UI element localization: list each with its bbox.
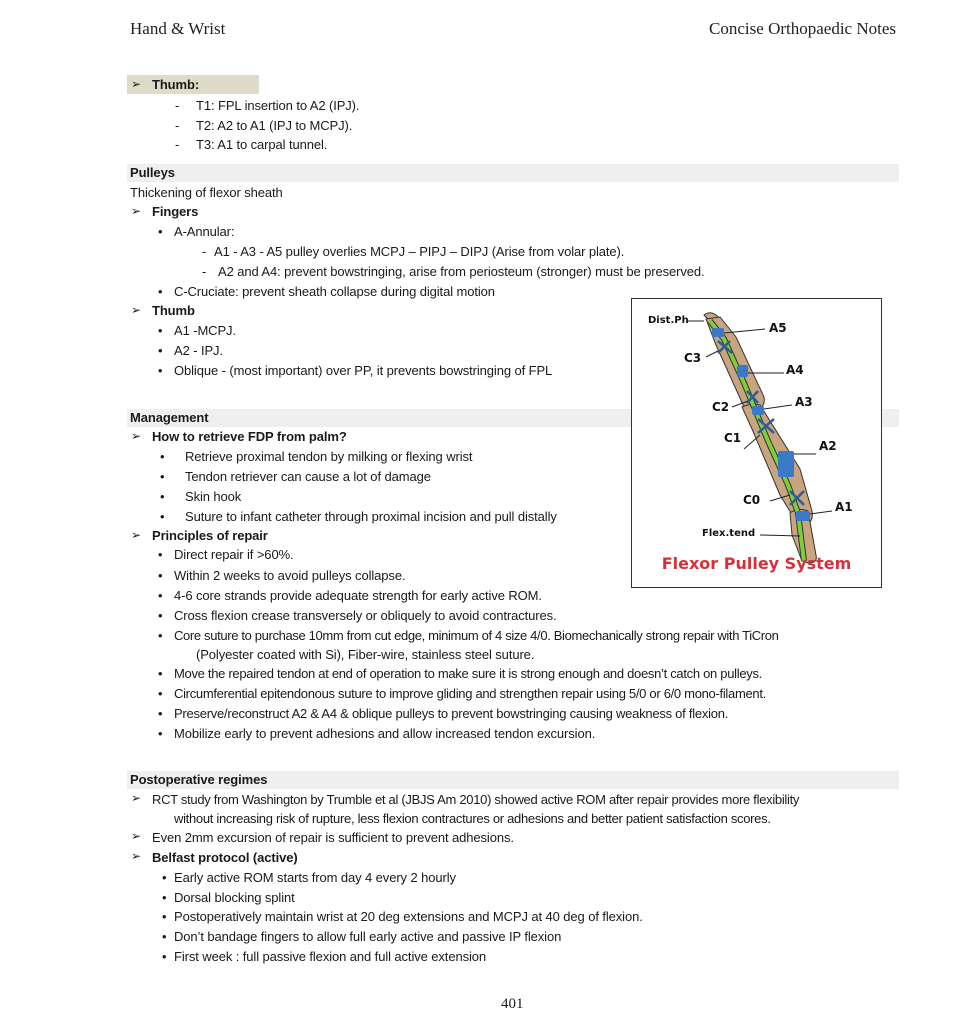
round-bullet: • bbox=[158, 686, 163, 701]
round-bullet: • bbox=[158, 608, 163, 623]
round-bullet: • bbox=[162, 929, 167, 944]
label-a3: A3 bbox=[795, 395, 813, 409]
round-bullet: • bbox=[158, 547, 163, 562]
thumb-zone-t3: T3: A1 to carpal tunnel. bbox=[196, 137, 328, 152]
finger-diagram-illustration bbox=[632, 299, 881, 587]
principles-heading: Principles of repair bbox=[152, 528, 268, 543]
thumb-pulleys-heading: Thumb bbox=[152, 303, 195, 318]
belfast-item: Dorsal blocking splint bbox=[174, 890, 295, 905]
label-a1: A1 bbox=[835, 500, 853, 514]
round-bullet: • bbox=[160, 489, 165, 504]
retrieve-fdp-heading: How to retrieve FDP from palm? bbox=[152, 429, 347, 444]
label-c3: C3 bbox=[684, 351, 702, 365]
round-bullet: • bbox=[158, 666, 163, 681]
dash-bullet: - bbox=[202, 264, 207, 279]
excursion-note: Even 2mm excursion of repair is sufficient to prevent adhesions. bbox=[152, 830, 514, 845]
principle-item-continuation: (Polyester coated with Si), Fiber-wire, stainless steel suture. bbox=[196, 647, 535, 662]
arrow-bullet-icon: ➢ bbox=[131, 429, 142, 443]
annular-item-1: A1 - A3 - A5 pulley overlies MCPJ – PIPJ – DIPJ (Arise from volar plate). bbox=[214, 244, 625, 259]
label-a5: A5 bbox=[769, 321, 787, 335]
belfast-item: Early active ROM starts from day 4 every 2 hourly bbox=[174, 870, 456, 885]
retrieve-item: Retrieve proximal tendon by milking or flexing wrist bbox=[185, 449, 473, 464]
dash-bullet: - bbox=[175, 98, 180, 113]
belfast-item: Postoperatively maintain wrist at 20 deg extensions and MCPJ at 40 deg of flexion. bbox=[174, 909, 643, 924]
fingers-heading: Fingers bbox=[152, 204, 199, 219]
principle-item: Direct repair if >60%. bbox=[174, 547, 294, 562]
arrow-bullet-icon: ➢ bbox=[131, 791, 142, 805]
annular-label: A-Annular: bbox=[174, 224, 235, 239]
round-bullet: • bbox=[158, 628, 163, 643]
label-distal-phalanx: Dist.Ph bbox=[648, 315, 689, 326]
round-bullet: • bbox=[162, 870, 167, 885]
thumb-zones-heading: Thumb: bbox=[152, 77, 200, 92]
round-bullet: • bbox=[158, 706, 163, 721]
retrieve-item: Tendon retriever can cause a lot of damage bbox=[185, 469, 431, 484]
dash-bullet: - bbox=[175, 118, 180, 133]
page-number: 401 bbox=[501, 996, 524, 1012]
round-bullet: • bbox=[162, 890, 167, 905]
principle-item: Move the repaired tendon at end of operation to make sure it is strong enough and doesn’t catch on pulleys. bbox=[174, 666, 762, 681]
round-bullet: • bbox=[158, 588, 163, 603]
figure-caption: Flexor Pulley System bbox=[661, 554, 852, 573]
principle-item: Core suture to purchase 10mm from cut edge, minimum of 4 size 4/0. Biomechanically strong repair with TiCron bbox=[174, 628, 779, 643]
flexor-pulley-figure bbox=[631, 298, 882, 588]
label-a2: A2 bbox=[819, 439, 837, 453]
pulleys-intro: Thickening of flexor sheath bbox=[130, 185, 283, 200]
round-bullet: • bbox=[162, 909, 167, 924]
principle-item: Mobilize early to prevent adhesions and allow increased tendon excursion. bbox=[174, 726, 596, 741]
round-bullet: • bbox=[160, 509, 165, 524]
arrow-bullet-icon: ➢ bbox=[131, 829, 142, 843]
section-heading-management: Management bbox=[130, 410, 209, 425]
running-header-chapter: Hand & Wrist bbox=[130, 19, 226, 38]
arrow-bullet-icon: ➢ bbox=[131, 528, 142, 542]
annular-item-2: A2 and A4: prevent bowstringing, arise from periosteum (stronger) must be preserved. bbox=[218, 264, 705, 279]
retrieve-item: Skin hook bbox=[185, 489, 242, 504]
round-bullet: • bbox=[158, 284, 163, 299]
round-bullet: • bbox=[158, 343, 163, 358]
arrow-bullet-icon: ➢ bbox=[131, 303, 142, 317]
round-bullet: • bbox=[162, 949, 167, 964]
thumb-zone-t2: T2: A2 to A1 (IPJ to MCPJ). bbox=[196, 118, 353, 133]
cruciate-item: C-Cruciate: prevent sheath collapse during digital motion bbox=[174, 284, 495, 299]
belfast-item: First week : full passive flexion and full active extension bbox=[174, 949, 487, 964]
dash-bullet: - bbox=[202, 244, 207, 259]
arrow-bullet-icon: ➢ bbox=[131, 77, 142, 91]
principle-item: Circumferential epitendonous suture to improve gliding and strengthen repair using 5/0 or 6/0 mono-filament. bbox=[174, 686, 766, 701]
round-bullet: • bbox=[158, 363, 163, 378]
round-bullet: • bbox=[160, 469, 165, 484]
arrow-bullet-icon: ➢ bbox=[131, 849, 142, 863]
label-a4: A4 bbox=[786, 363, 804, 377]
rct-study-line-1: RCT study from Washington by Trumble et al (JBJS Am 2010) showed active ROM after repair provides more flexibility bbox=[152, 792, 800, 807]
dash-bullet: - bbox=[175, 137, 180, 152]
round-bullet: • bbox=[158, 568, 163, 583]
principle-item: Within 2 weeks to avoid pulleys collapse. bbox=[174, 568, 406, 583]
section-heading-pulleys: Pulleys bbox=[130, 165, 175, 180]
rct-study-line-2: without increasing risk of rupture, less flexion contractures or adhesions and better patient satisfaction scores. bbox=[174, 811, 771, 826]
round-bullet: • bbox=[158, 323, 163, 338]
round-bullet: • bbox=[158, 726, 163, 741]
thumb-pulley-oblique: Oblique - (most important) over PP, it prevents bowstringing of FPL bbox=[174, 363, 553, 378]
principle-item: 4-6 core strands provide adequate strength for early active ROM. bbox=[174, 588, 542, 603]
label-c2: C2 bbox=[712, 400, 730, 414]
section-heading-postop: Postoperative regimes bbox=[130, 772, 268, 787]
round-bullet: • bbox=[158, 224, 163, 239]
belfast-item: Don’t bandage fingers to allow full early active and passive IP flexion bbox=[174, 929, 562, 944]
label-c0: C0 bbox=[743, 493, 761, 507]
arrow-bullet-icon: ➢ bbox=[131, 204, 142, 218]
thumb-zone-t1: T1: FPL insertion to A2 (IPJ). bbox=[196, 98, 360, 113]
running-header-book-title: Concise Orthopaedic Notes bbox=[709, 19, 896, 38]
round-bullet: • bbox=[160, 449, 165, 464]
principle-item: Cross flexion crease transversely or obliquely to avoid contractures. bbox=[174, 608, 557, 623]
thumb-pulley-a1: A1 -MCPJ. bbox=[174, 323, 236, 338]
label-c1: C1 bbox=[724, 431, 742, 445]
principle-item: Preserve/reconstruct A2 & A4 & oblique pulleys to prevent bowstringing causing weakness of flexion. bbox=[174, 706, 729, 721]
label-flexor-tendon: Flex.tend bbox=[702, 528, 756, 539]
retrieve-item: Suture to infant catheter through proximal incision and pull distally bbox=[185, 509, 557, 524]
thumb-pulley-a2: A2 - IPJ. bbox=[174, 343, 223, 358]
belfast-heading: Belfast protocol (active) bbox=[152, 850, 298, 865]
section-band-pulleys bbox=[127, 164, 899, 182]
